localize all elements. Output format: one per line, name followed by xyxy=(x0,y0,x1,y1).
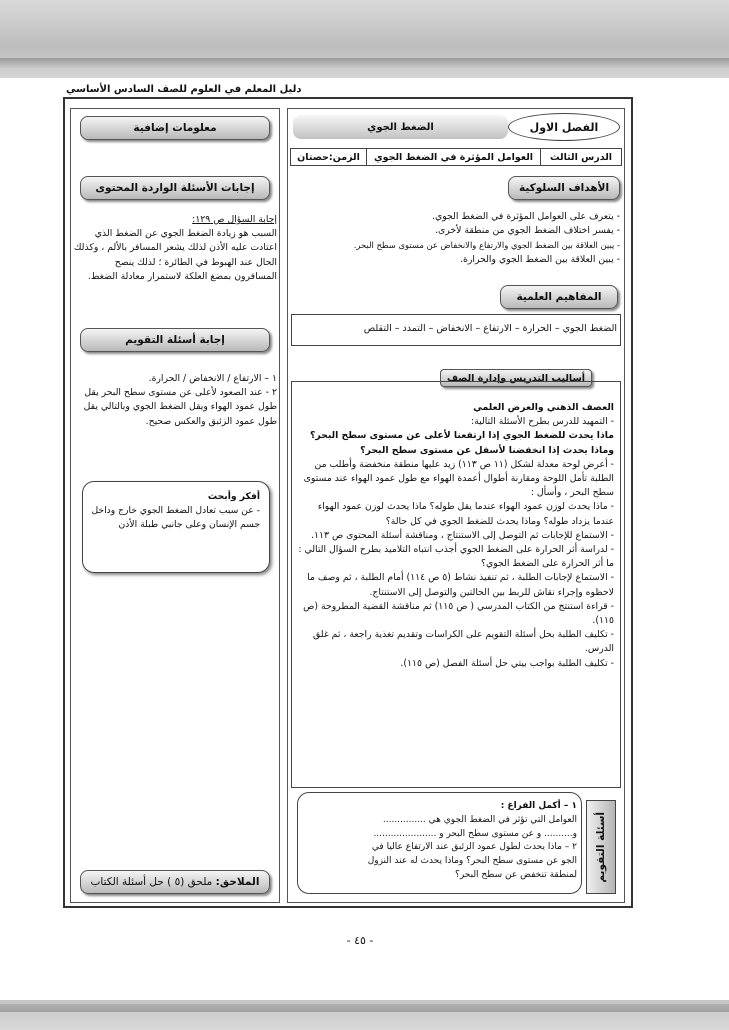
method-step: - لدراسة أثر الحرارة على الضغط الجوي أجذب انتباه التلاميذ بطرح السؤال التالي : ما أثر الحرارة على الضغط الجوي؟ xyxy=(298,544,614,570)
notes-text: ملحق (٥ ) حل أسئلة الكتاب xyxy=(90,876,213,888)
evaluation-line: لمنطقة تنخفض عن سطح البحر؟ xyxy=(455,869,577,880)
bottom-decorative-band xyxy=(0,1000,729,1030)
extra-info-heading: معلومات إضافية xyxy=(80,116,270,140)
method-step: - أعرض لوحة معدلة لشكل (١١ ص ١١٣) زيد عليها منطقة منخفضة وأطلب من الطلبة تأمل اللوحة ومقارنة أطوال أعمدة الهواء مع طول عمود الهواء عند مستوى سطح البحر ، وأسأل : xyxy=(303,458,614,499)
objective-item: - يبين العلاقة بين الضغط الجوي والحرارة. xyxy=(460,253,620,265)
book-header-title: دليل المعلم في العلوم للصف السادس الأساسي xyxy=(66,84,302,95)
method-step: - تكليف الطلبة بواجب بيتي حل أسئلة الفصل (ص ١١٥). xyxy=(400,657,614,669)
method-step: - تكليف الطلبة بحل أسئلة التقويم على الكراسات وتقديم تغذية راجعة ، ثم غلق الدرس. xyxy=(312,629,614,655)
evaluation-answer: ١ – الارتفاع / الانخفاض / الحرارة. xyxy=(148,373,277,384)
lesson-info-row xyxy=(290,148,622,166)
objective-item: - يتعرف على العوامل المؤثرة في الضغط الجوي. xyxy=(432,211,620,222)
evaluation-answers xyxy=(73,372,277,429)
method-step: - الاستماع لإجابات الطلبة ، ثم تنفيذ نشاط (٥ ص ١١٤) أمام الطلبة ، ثم وصف ما لاحظوه وإجراء نقاش للربط بين الحالتين والتوصل إلى الاستنتاج. xyxy=(307,572,614,598)
evaluation-questions xyxy=(305,800,577,883)
evaluation-line: ٢ – ماذا يحدث لطول عمود الزئبق عند الارتفاع عاليا في xyxy=(371,842,577,853)
objective-item: - يبين العلاقة بين الضغط الجوي والارتفاع والانخفاض عن مستوى سطح البحر. xyxy=(353,240,620,251)
lesson-title: العوامل المؤثرة في الضغط الجوي xyxy=(366,149,540,165)
topic-title: الضغط الجوي xyxy=(293,115,508,139)
answer-text: السبب هو زيادة الضغط الجوي عن الضغط الذي اعتادت عليه الأذن لذلك يشعر المسافر بالألم ، وكذلك الحال عند الهبوط في الطائرة ؛ لذلك ينصح المسافرون بمضغ العلكة لاستمرار معادلة الضغط. xyxy=(73,228,277,282)
evaluation-tab xyxy=(586,800,616,894)
think-research-text: - عن سبب تعادل الضغط الجوي خارج وداخل جسم الإنسان وعلى جانبي طبلة الأذن xyxy=(91,505,260,531)
evaluation-line: الجو عن مستوى سطح البحر؟ وماذا يحدث له عند النزول xyxy=(367,856,577,867)
objectives-heading: الأهداف السلوكية xyxy=(508,176,620,200)
evaluation-answer: ٢ - عند الصعود لأعلى عن مستوى سطح البحر يقل طول عمود الهواء ويقل الضغط الجوي وبالتالي يقل طول عمود الزئبق والعكس صحيح. xyxy=(83,387,277,427)
method-step: - قراءة استنتج من الكتاب المدرسي ( ص ١١٥) ثم مناقشة القضية المطروحة (ص ١١٥). xyxy=(303,600,614,627)
methods-heading: أساليب التدريس وإدارة الصف xyxy=(440,369,592,387)
evaluation-line: العوامل التي تؤثر في الضغط الجوي هي ............... xyxy=(382,814,577,825)
objectives-list xyxy=(290,210,620,267)
evaluation-line: ١ – أكمل الفراغ : xyxy=(500,801,577,811)
answer-label: إجابة السؤال ص ١٢٩: xyxy=(192,214,277,225)
think-research-title: أفكر وأبحث xyxy=(207,491,260,502)
intro-question: ماذا يحدث للضغط الجوي إذا ارتفعنا لأعلى عن مستوى سطح البحر؟ xyxy=(309,430,614,442)
think-research-content xyxy=(90,490,260,533)
methods-intro: - التمهيد للدرس بطرح الأسئلة التالية: xyxy=(470,416,614,428)
content-answers-heading: إجابات الأسئلة الواردة المحتوى xyxy=(80,176,270,200)
evaluation-tab-label: أسئلة التقويم xyxy=(595,811,607,883)
evaluation-line: و.......... و عن مستوى سطح البحر و ...................... xyxy=(373,828,577,839)
notes-bar xyxy=(80,870,270,894)
page-number: - ٤٥ - xyxy=(346,934,374,947)
notes-label: الملاحق: xyxy=(215,876,260,888)
chapter-oval: الفصل الاول xyxy=(508,113,620,141)
objective-item: - يفسر اختلاف الضغط الجوي من منطقة لأخرى. xyxy=(435,225,620,237)
methods-subheading: العصف الذهني والعرض العلمي xyxy=(473,402,614,413)
method-step: - ماذا يحدث لوزن عمود الهواء عندما يقل طوله؟ ماذا يحدث لوزن عمود الهواء عندما يزداد طوله؟ وماذا يحدث للضغط الجوي في كل حالة؟ xyxy=(317,501,614,527)
intro-question: وماذا يحدث إذا انخفضنا لأسفل عن مستوى سطح البحر؟ xyxy=(360,444,614,456)
lesson-number: الدرس الثالث xyxy=(540,149,621,165)
methods-content xyxy=(296,401,614,671)
content-answer xyxy=(73,213,277,284)
lesson-duration: الزمن:حصتان xyxy=(297,151,360,163)
concepts-heading: المفاهيم العلمية xyxy=(500,285,618,309)
concepts-text: الضغط الجوي – الحرارة – الارتفاع – الانخفاض – التمدد – التقلص xyxy=(363,323,617,334)
evaluation-answers-heading: إجابة أسئلة التقويم xyxy=(80,328,270,352)
method-step: - الاستماع للإجابات ثم التوصل إلى الاستنتاج ، ومناقشة أسئلة المحتوى ص ١١٣. xyxy=(311,529,614,541)
top-decorative-band xyxy=(0,0,729,78)
